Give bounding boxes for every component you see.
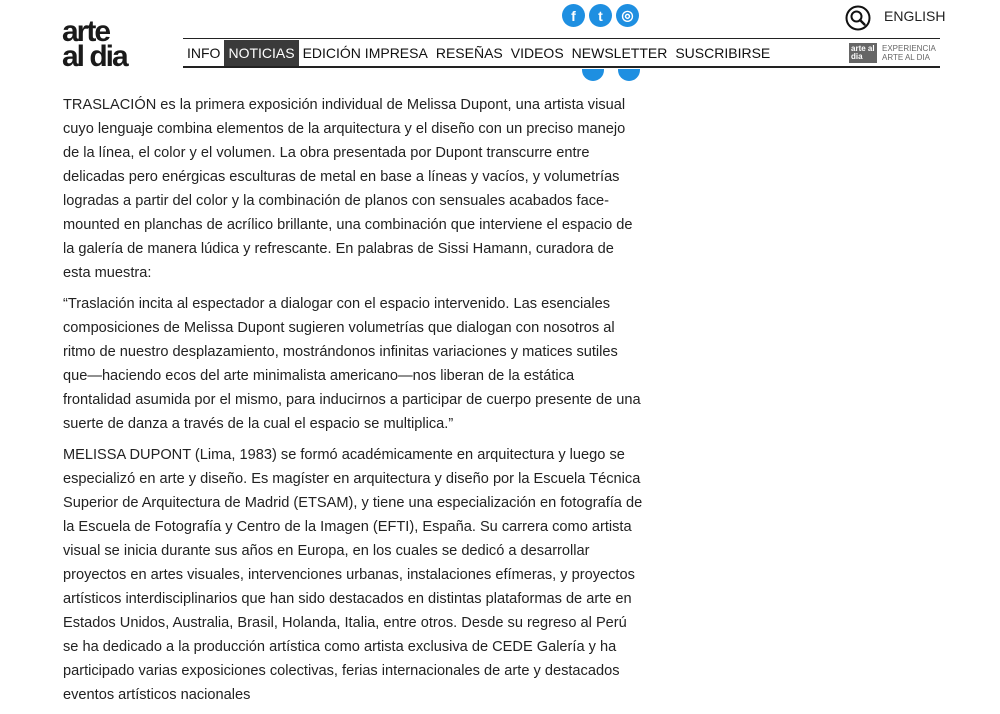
nav-item-newsletter[interactable]: NEWSLETTER [571,45,668,61]
nav-item-info[interactable]: INFO [187,45,221,61]
experiencia-logo-text: arte al dia [851,44,875,61]
search-button[interactable] [845,5,871,31]
twitter-icon[interactable]: t [589,4,612,27]
share-twitter-icon[interactable] [618,69,640,81]
main-nav [183,40,774,66]
instagram-icon[interactable]: ◎ [616,4,639,27]
nav-item-resenas[interactable]: RESEÑAS [435,45,503,61]
share-buttons [582,69,640,81]
share-facebook-icon[interactable] [582,69,604,81]
facebook-icon[interactable]: f [562,4,585,27]
experiencia-logo [849,43,877,63]
search-icon [845,5,871,31]
logo-line-1: arte [62,15,110,48]
article-paragraph-3: MELISSA DUPONT (Lima, 1983) se formó académicamente en arquitectura y luego se especializó en arte y diseño. Es magíster en arquitectura y diseño por la Escuela Técnica Superior de Arquitectura de Madrid (ETSAM), y tiene una especialización en fotografía de la Escuela de Fotografía y Centro de la Imagen (EFTI), España. Su carrera como artista visual se inicia durante sus años en Europa, en los cuales se dedicó a desarrollar proyectos en artes visuales, intervenciones urbanas, instalaciones efímeras, y proyectos artísticos interdisciplinarios que han sido destacados en distintas plataformas de arte en Estados Unidos, Australia, Brasil, Holanda, Italia, entre otros. Desde su regreso al Perú se ha dedicado a la producción artística como artista exclusiva de CEDE Galería y ha participado varias exposiciones colectivas, ferias internacionales de arte y destacados eventos artísticos nacionales [63,447,643,703]
experiencia-link[interactable] [849,42,939,64]
nav-item-suscribirse[interactable]: SUSCRIBIRSE [675,45,771,61]
experiencia-label [882,44,936,62]
article-paragraph-2: “Traslación incita al espectador a dialogar con el espacio intervenido. Las esenciales composiciones de Melissa Dupont sugieren volumetrías que dialogan con nosotros al ritmo de nuestro desplazamiento, mostrándonos infinitas variaciones y matices sutiles que—haciendo ecos del arte minimalista americano—nos liberan de la estática frontalidad asumida por el mismo, para inducirnos a participar de cuerpo presente de una suerte de danza a través de la cual el espacio se multiplica.” [63,296,641,432]
nav-divider-top [183,38,940,39]
language-toggle[interactable]: ENGLISH [884,8,946,24]
logo-line-2: al dia [62,40,127,73]
social-links [562,4,639,27]
article-body [63,93,643,714]
experiencia-line-2: ARTE AL DIA [882,53,931,62]
nav-item-noticias[interactable]: NOTICIAS [224,40,298,66]
site-logo[interactable] [62,15,150,74]
nav-item-edicion-impresa[interactable]: EDICIÓN IMPRESA [302,45,428,61]
nav-item-videos[interactable]: VIDEOS [510,45,564,61]
nav-divider-bottom [183,66,940,68]
experiencia-line-1: EXPERIENCIA [882,44,936,53]
article-paragraph-1: TRASLACIÓN es la primera exposición individual de Melissa Dupont, una artista visual cuyo lenguaje combina elementos de la arquitectura y el diseño con un preciso manejo de la línea, el color y el volumen. La obra presentada por Dupont transcurre entre delicadas pero enérgicas esculturas de metal en base a líneas y vacíos, y volumetrías logradas a partir del color y la combinación de planos con sensuales acabados face-mounted en planchas de acrílico brillante, una combinación que interviene el espacio de la galería de manera lúdica y refrescante. En palabras de Sissi Hamann, curadora de esta muestra: [63,97,633,281]
